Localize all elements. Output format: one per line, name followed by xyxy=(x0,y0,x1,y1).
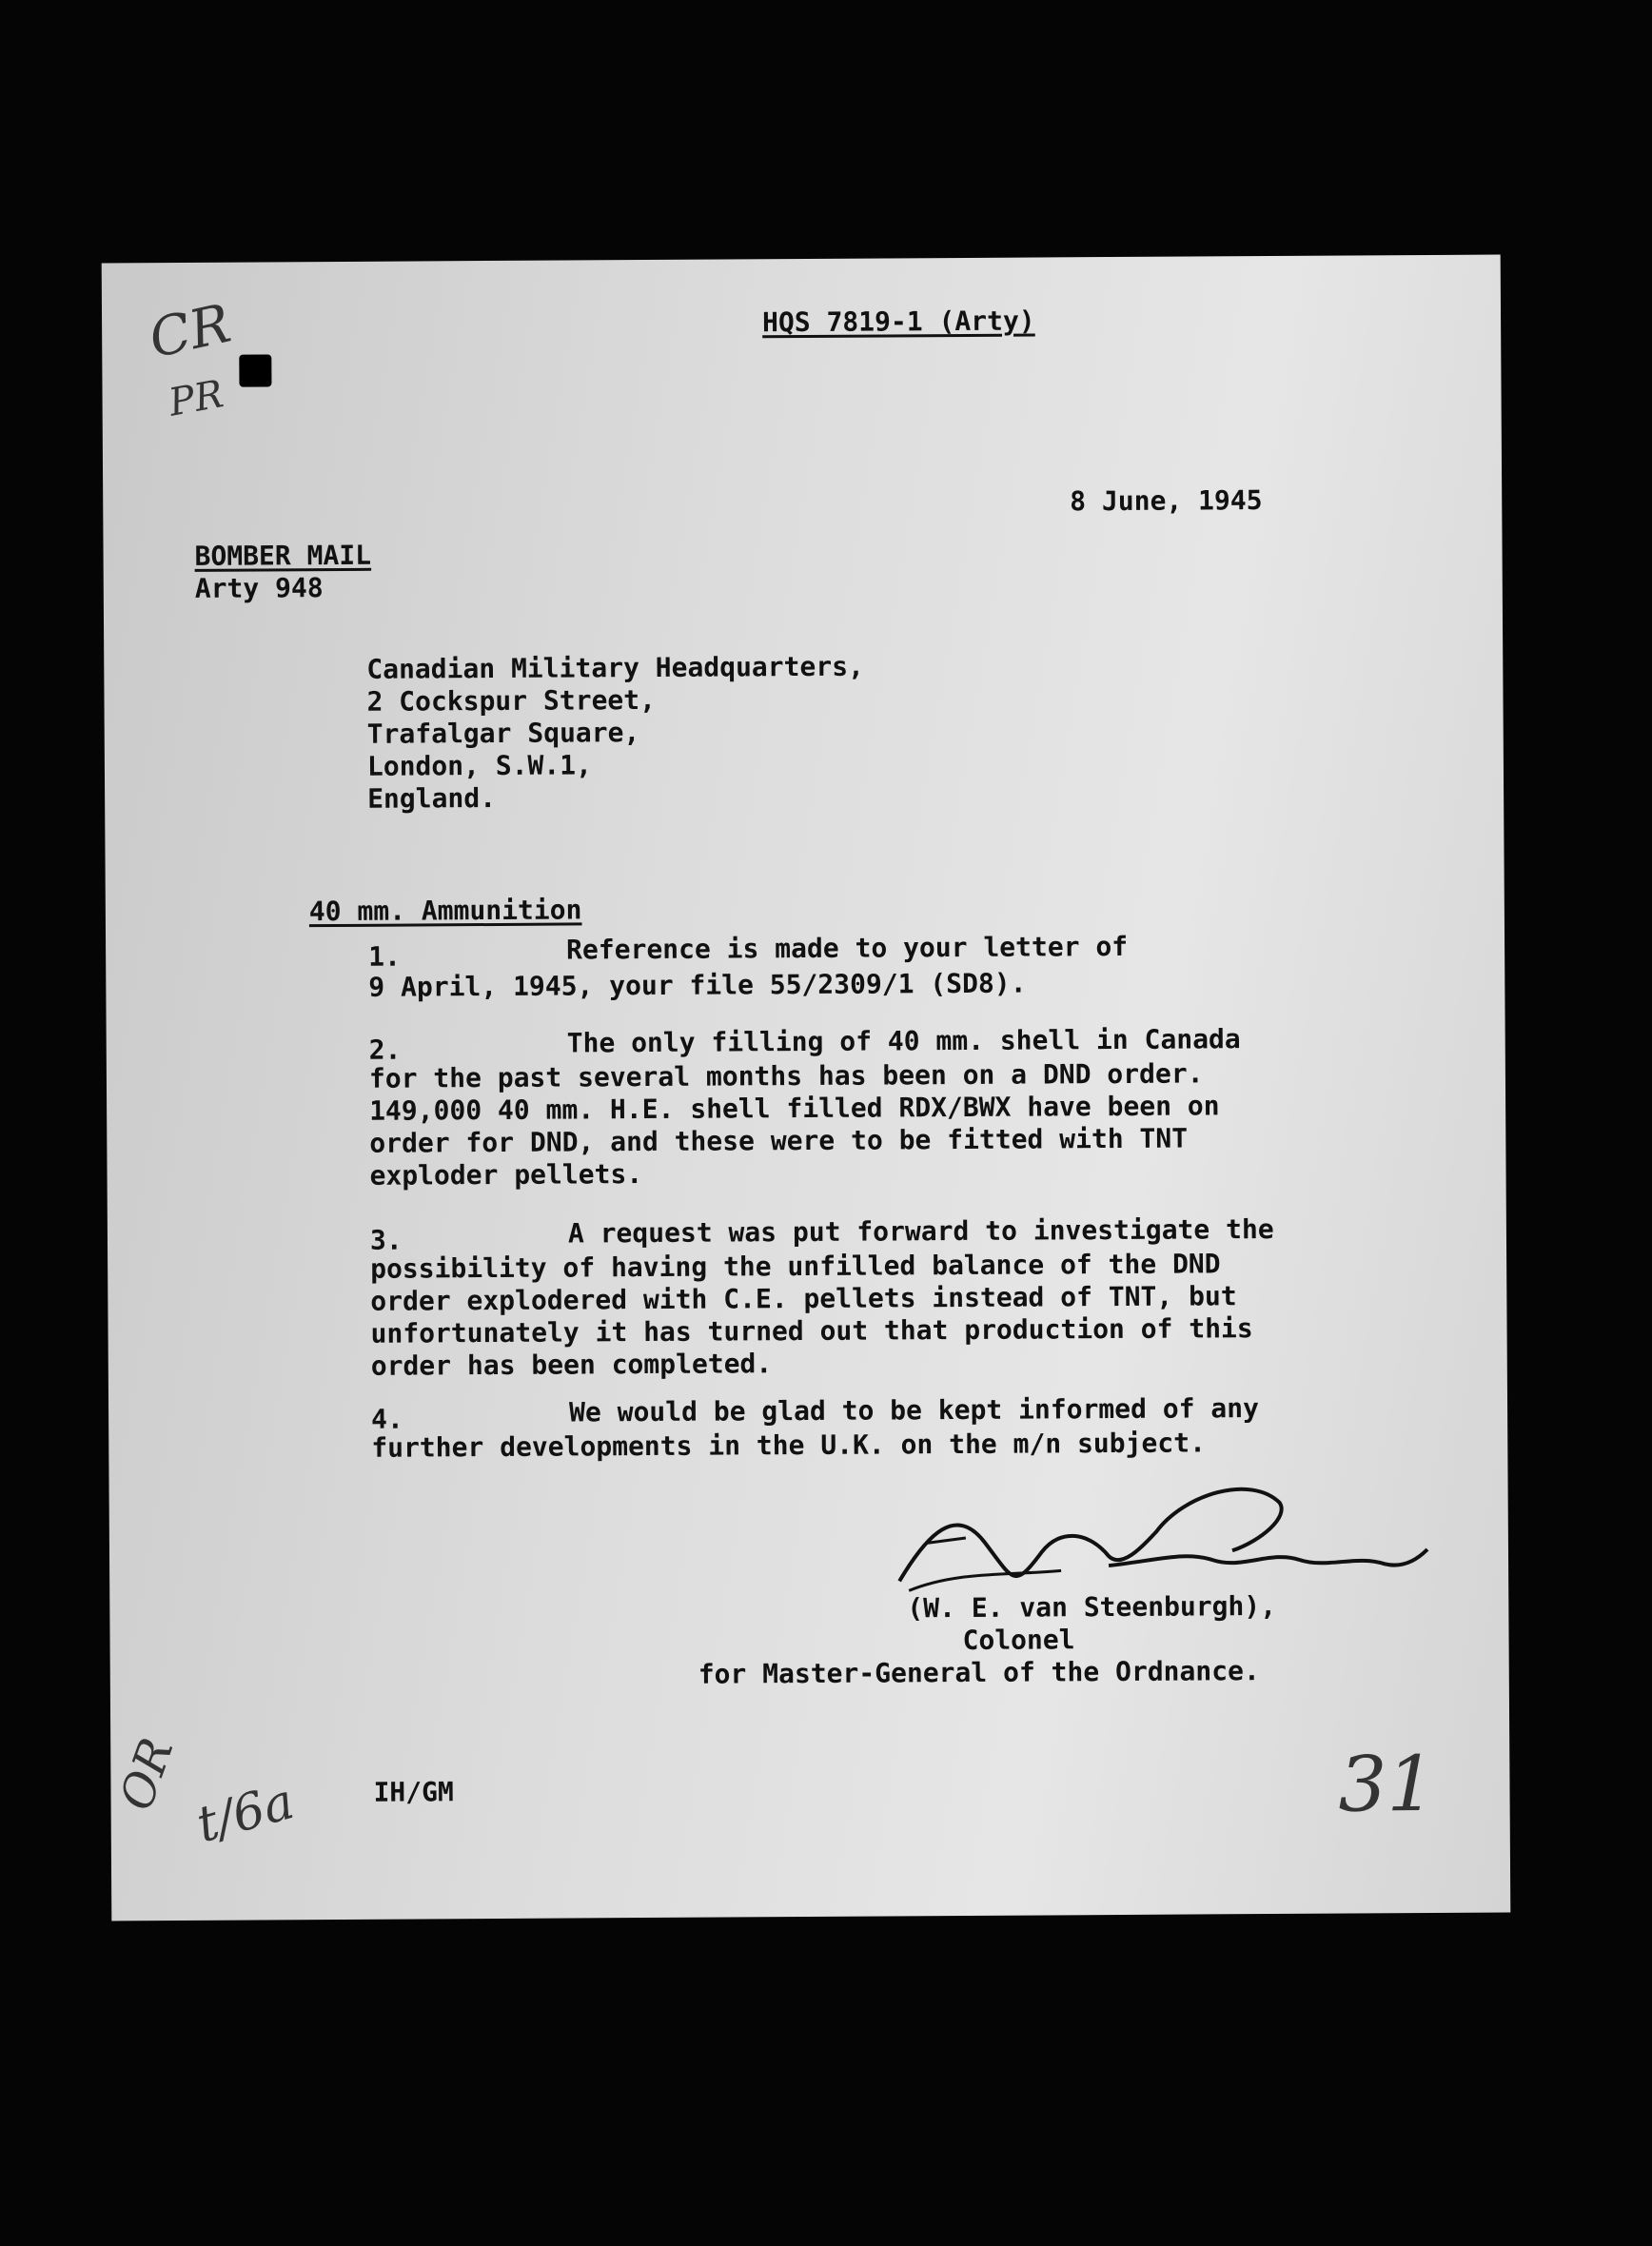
paragraph-line: order for DND, and these were to be fitted with TNT xyxy=(369,1122,1189,1159)
signatory-name: (W. E. van Steenburgh), xyxy=(907,1589,1277,1625)
typist-initials: IH/GM xyxy=(373,1776,454,1808)
paragraph-number: 4. xyxy=(371,1403,403,1435)
handwritten-page-number: 31 xyxy=(1338,1739,1436,1829)
ink-blot xyxy=(239,354,271,386)
paragraph-line: exploder pellets. xyxy=(369,1158,643,1192)
letter-page xyxy=(102,255,1511,1921)
address-line: London, S.W.1, xyxy=(366,749,593,782)
address-line: England. xyxy=(367,781,497,815)
letter-date: 8 June, 1945 xyxy=(1070,484,1263,518)
address-line: Trafalgar Square, xyxy=(366,717,640,750)
paragraph-line: for the past several months has been on a DND order. xyxy=(368,1057,1204,1094)
paragraph-number: 3. xyxy=(369,1224,403,1256)
paragraph-line: 9 April, 1945, your file 55/2309/1 (SD8). xyxy=(368,967,1027,1003)
handwritten-initials: CR xyxy=(144,292,237,371)
subject-line: 40 mm. Ammunition xyxy=(308,894,582,928)
paragraph-line: A request was put forward to investigate the xyxy=(567,1212,1274,1250)
handwritten-initials-sub: PR xyxy=(165,372,227,425)
paragraph-line: The only filling of 40 mm. shell in Canada xyxy=(566,1023,1241,1059)
routing-arty: Arty 948 xyxy=(194,572,324,604)
paragraph-line: possibility of having the unfilled balance of the DND xyxy=(370,1248,1221,1285)
paragraph-line: unfortunately it has turned out that production of this xyxy=(370,1312,1253,1350)
paragraph-line: 149,000 40 mm. H.E. shell filled RDX/BWX have been on xyxy=(369,1090,1220,1127)
signatory-for: for Master-General of the Ordnance. xyxy=(698,1655,1260,1690)
paragraph-line: Reference is made to your letter of xyxy=(566,930,1129,966)
address-line: Canadian Military Headquarters, xyxy=(366,650,864,685)
address-line: 2 Cockspur Street, xyxy=(366,683,657,718)
paragraph-line: order explodered with C.E. pellets instead of TNT, but xyxy=(370,1280,1237,1317)
signatory-rank: Colonel xyxy=(962,1624,1075,1657)
handwritten-margin-note: t/6a xyxy=(190,1773,301,1855)
paragraph-line: order has been completed. xyxy=(370,1348,773,1382)
paragraph-line: We would be glad to be kept informed of any xyxy=(568,1392,1260,1428)
handwritten-margin-note: OR xyxy=(109,1731,185,1818)
routing-bomber-mail: BOMBER MAIL xyxy=(194,539,372,572)
paragraph-number: 1. xyxy=(368,940,401,973)
handwritten-signature xyxy=(870,1473,1442,1601)
file-reference: HQS 7819-1 (Arty) xyxy=(761,305,1035,339)
paragraph-number: 2. xyxy=(368,1034,402,1066)
paragraph-line: further developments in the U.K. on the m/n subject. xyxy=(371,1427,1206,1464)
